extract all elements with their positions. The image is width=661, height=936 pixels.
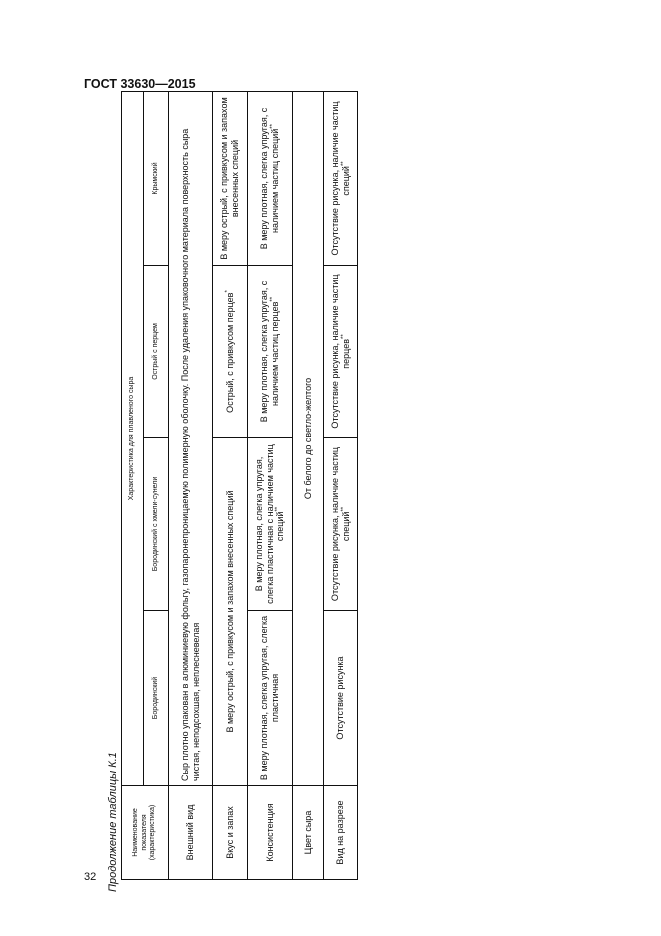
cell-text: Отсутствие рисунка, наличие частиц специй: [329, 101, 351, 256]
cell-text: В меру плотная, слегка упругая, с наличием частиц перцев: [259, 280, 280, 423]
cheese-characteristics-table: [121, 92, 357, 880]
cell-taste-krymsky: В меру острый, с привкусом и запахом внесенных специй: [213, 91, 248, 265]
table-row: [324, 91, 358, 879]
header-col-borodinsky-khmeli: Бородинский с хмели-сунели: [144, 438, 169, 611]
cell-taste-borodinsky: В меру острый, с привкусом и запахом внесенных специй: [213, 438, 248, 786]
table-row: [169, 91, 213, 879]
header-col-ostry: Острый с перцем: [144, 266, 169, 438]
footnote-mark: **: [340, 506, 347, 512]
cell-cut-borodinsky: Отсутствие рисунка: [324, 611, 358, 786]
cell-consistency-ostry: [248, 266, 293, 438]
row-label: Вкус и запах: [213, 786, 248, 880]
cell-cut-ostry: [324, 266, 358, 438]
table-row: [293, 91, 324, 879]
table-row: [213, 91, 248, 879]
document-header: ГОСТ 33630—2015: [84, 77, 196, 91]
cell-consistency-borodinsky: В меру плотная, слегка упругая, слегка пластичная: [248, 611, 293, 786]
cell-cut-krymsky: [324, 91, 358, 265]
header-indicator-name: Наименование показателя (характеристика): [122, 786, 169, 880]
row-label: Вид на разрезе: [324, 786, 358, 880]
cell-color: От белого до светло-желтого: [293, 91, 324, 785]
cell-cut-borodinsky-khmeli: [324, 438, 358, 611]
cell-consistency-krymsky: [248, 91, 293, 265]
row-label: Консистенция: [248, 786, 293, 880]
row-label: Цвет сыра: [293, 786, 324, 880]
row-label: Внешний вид: [169, 786, 213, 880]
cell-text: В меру плотная, слегка упругая, слегка пластичная с наличием частиц специй: [253, 444, 286, 604]
table-caption: Продолжение таблицы К.1: [107, 752, 119, 892]
header-group: Характеристика для плавленого сыра: [122, 91, 144, 785]
cell-text: Отсутствие рисунка, наличие частиц перцев: [329, 274, 351, 429]
page-number: 32: [84, 871, 97, 883]
footnote-mark: **: [275, 506, 282, 512]
footnote-mark: **: [340, 334, 347, 339]
table-row: [248, 91, 293, 879]
header-col-krymsky: Крымский: [144, 91, 169, 265]
footnote-mark: **: [270, 124, 276, 129]
footnote-mark: **: [270, 296, 276, 302]
cell-appearance: Сыр плотно упакован в алюминиевую фольгу, газопаронепроницаемую полимерную оболочку. После удаления упаковочного материала поверхность сыра чистая, неподсохшая, неплесневелая: [169, 91, 213, 785]
footnote-mark: *: [224, 290, 231, 293]
cell-taste-ostry: [213, 266, 248, 438]
cell-consistency-borodinsky-khmeli: [248, 438, 293, 611]
cell-text: Отсутствие рисунка, наличие частиц специй: [329, 446, 351, 602]
cell-text: Острый, с привкусом перцев: [224, 292, 235, 413]
footnote-mark: **: [340, 161, 347, 167]
header-col-borodinsky: Бородинский: [144, 611, 169, 786]
cell-text: В меру плотная, слегка упругая, с наличием частиц специй: [259, 107, 280, 250]
